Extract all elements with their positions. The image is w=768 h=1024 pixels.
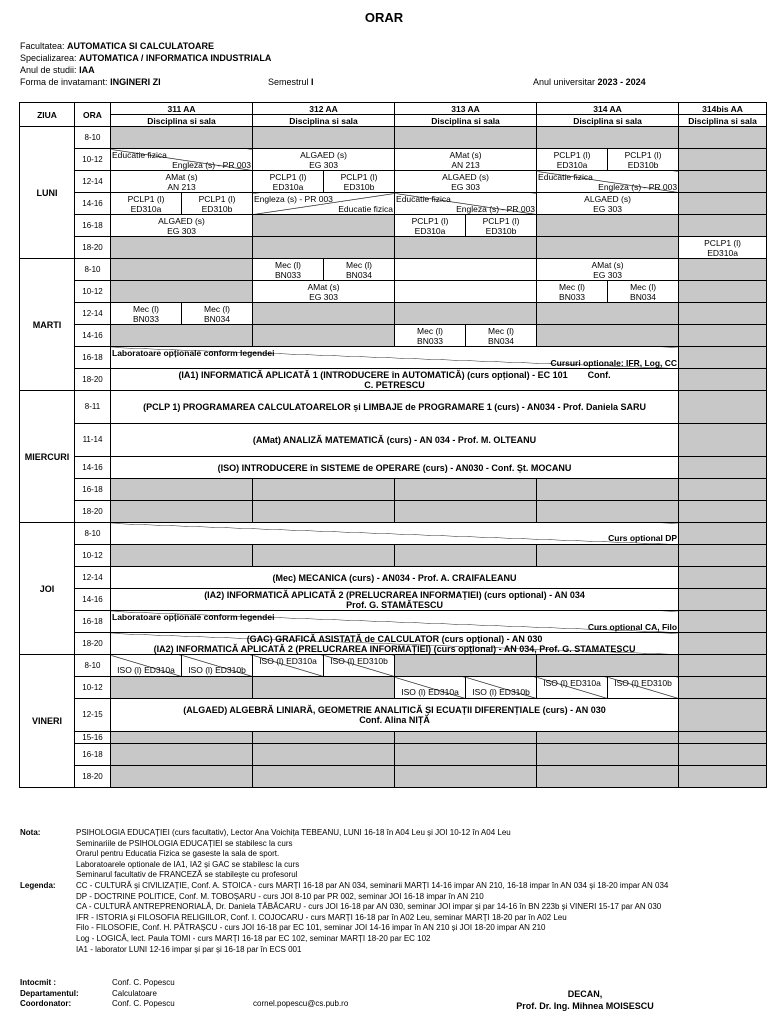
cell-text: (IA2) INFORMATICĂ APLICATĂ 2 (PRELUCRAREA INFORMAȚIEI) (curs opțional) - AN 034, Prof. G. STAMATESCU (153, 643, 636, 654)
empty-slot (111, 766, 253, 788)
empty-slot (679, 215, 767, 237)
facultate-value: AUTOMATICA SI CALCULATOARE (67, 41, 215, 51)
empty-slot (395, 259, 537, 281)
an-universitar (533, 76, 646, 88)
cell-text: EG 303 (309, 159, 338, 170)
empty-slot (395, 501, 537, 523)
header-group-314bis: 314bis AA (679, 103, 767, 115)
course-cell (111, 633, 679, 655)
empty-slot (253, 479, 395, 501)
lab-cell (466, 677, 537, 699)
class-cell (111, 193, 182, 215)
cell-text: EG 303 (593, 203, 622, 214)
cell-text: Engleza (s) - PR 003 (598, 181, 678, 192)
cell-text: EG 303 (593, 269, 622, 280)
cell-text: PCLP1 (l) (704, 237, 741, 248)
cell-text: ED310a (556, 159, 588, 170)
semestru-label: Semestrul (268, 77, 309, 87)
empty-slot (679, 281, 767, 303)
cell-text: BN034 (204, 313, 230, 324)
cell-text: ED310b (627, 159, 659, 170)
day-marti: MARTI (20, 259, 75, 391)
empty-slot (537, 732, 679, 744)
cell-text: ISO (l) ED310b (614, 677, 672, 688)
empty-slot (679, 523, 767, 545)
cell-text: BN033 (133, 313, 159, 324)
cell-text: ALGAED (s) (300, 149, 347, 160)
departament-label: Departamentul: (20, 988, 79, 998)
class-cell (537, 259, 679, 281)
empty-slot (253, 215, 395, 237)
cell-text: EG 303 (451, 181, 480, 192)
hour-cell: 8-10 (75, 259, 111, 281)
cell-text: BN034 (346, 269, 373, 280)
legenda-line: Filo - FILOSOFIE, Conf. H. PĂTRAȘCU - curs JOI 16-18 par EC 101, seminar JOI 14-16 impar în AN 210 și JOI 18-20 impar AN 210 (76, 923, 546, 933)
cell-text: Mec (l) (630, 281, 657, 292)
cell-text: C. PETRESCU (364, 379, 425, 390)
cell-text: ISO (l) ED310b (188, 664, 246, 675)
empty-slot (395, 545, 537, 567)
cell-text: Mec (l) (346, 259, 373, 270)
cell-text: AN 213 (451, 159, 480, 170)
cell-text: Mec (l) (488, 325, 515, 336)
cell-text: PCLP1 (l) (482, 215, 520, 226)
empty-slot (253, 501, 395, 523)
course-cell: (AMat) ANALIZĂ MATEMATICĂ (curs) - AN 034 - Prof. M. OLTEANU (111, 424, 679, 457)
lab-cell (608, 677, 679, 699)
hour-cell: 16-18 (75, 479, 111, 501)
split-cell (111, 149, 253, 171)
hour-cell: 18-20 (75, 369, 111, 391)
cell-text: ISO (l) ED310a (401, 686, 459, 697)
class-cell (182, 193, 253, 215)
intocmit-label: Intocmit : (20, 978, 56, 987)
empty-slot (679, 732, 767, 744)
class-cell (537, 281, 608, 303)
class-cell (253, 171, 324, 193)
cell-text: PCLP1 (l) (127, 193, 165, 204)
hour-cell: 16-18 (75, 744, 111, 766)
empty-slot (679, 149, 767, 171)
empty-slot (537, 744, 679, 766)
day-joi: JOI (20, 523, 75, 655)
cell-text: ALGAED (s) (158, 215, 205, 226)
split-cell (253, 193, 395, 215)
class-cell (537, 149, 608, 171)
class-cell (111, 215, 253, 237)
hour-cell: 10-12 (75, 149, 111, 171)
hour-cell: 15-16 (75, 732, 111, 744)
cell-text: ALGAED (s) (584, 193, 631, 204)
decan-block (470, 988, 700, 1012)
cell-text: Curs optional DP (608, 533, 678, 543)
cell-text: Mec (l) (133, 303, 159, 314)
schedule-table (19, 102, 767, 788)
empty-slot (395, 766, 537, 788)
legenda-line: IA1 - laborator LUNI 12-16 impar și par și 16-18 par în ECS 001 (76, 944, 302, 954)
empty-slot (537, 479, 679, 501)
empty-slot (537, 501, 679, 523)
header-sub: Disciplina si sala (537, 115, 679, 127)
legenda-line: CA - CULTURĂ ANTREPRENORIALĂ, Dr. Daniela TĂBĂCARU - curs JOI 16-18 par AN 030, seminar JOI impar și par 14-16 în BN 223b și VINERI 15-17 par AN 030 (76, 902, 662, 912)
facultate-label: Facultatea: (20, 41, 65, 51)
split-cell (537, 171, 679, 193)
lab-cell (182, 655, 253, 677)
cell-text: Educatie fizica (396, 193, 451, 204)
cell-text: PCLP1 (l) (269, 171, 307, 182)
hour-cell: 16-18 (75, 215, 111, 237)
empty-slot (679, 744, 767, 766)
cell-text: AMat (s) (307, 281, 340, 292)
empty-slot (537, 766, 679, 788)
header-ziua: ZIUA (20, 103, 75, 127)
cell-text: ED310b (343, 181, 375, 192)
legenda-lines (76, 881, 760, 955)
course-cell (111, 369, 679, 391)
specializare-label: Specializarea: (20, 53, 77, 63)
empty-slot (253, 325, 395, 347)
hour-cell: 16-18 (75, 611, 111, 633)
cell-text: (IA2) INFORMATICĂ APLICATĂ 2 (PRELUCRAREA INFORMAȚIEI) (curs optional) - AN 034 (204, 589, 585, 600)
empty-slot (395, 479, 537, 501)
empty-slot (111, 281, 253, 303)
cell-text: ED310a (414, 225, 446, 236)
cell-text: (IA1) INFORMATICĂ APLICATĂ 1 (INTRODUCERE în AUTOMATICĂ) (curs opțional) - EC 101 (178, 369, 568, 380)
hour-cell: 10-12 (75, 545, 111, 567)
cell-text: BN034 (488, 335, 515, 346)
course-cell (111, 589, 679, 611)
semestru (268, 76, 314, 88)
empty-slot (395, 744, 537, 766)
cell-text: Laboratoare opționale conform legendei (112, 347, 275, 358)
class-cell (395, 171, 537, 193)
optional-course-cell (111, 523, 679, 545)
lab-cell (324, 655, 395, 677)
cell-text: Conf. Alina NIȚĂ (359, 715, 430, 725)
class-cell (466, 325, 537, 347)
empty-slot (395, 237, 537, 259)
empty-slot (679, 479, 767, 501)
cell-text: BN034 (630, 291, 657, 302)
course-cell: (Mec) MECANICA (curs) - AN034 - Prof. A. CRAIFALEANU (111, 567, 679, 589)
cell-text: (GAC) GRAFICĂ ASISTATĂ de CALCULATOR (curs opțional) - AN 030 (246, 633, 543, 644)
empty-slot (537, 303, 679, 325)
day-vineri: VINERI (20, 655, 75, 788)
empty-slot (253, 237, 395, 259)
cell-text: ISO (l) ED310a (259, 655, 317, 666)
empty-slot (395, 127, 537, 149)
empty-slot (395, 303, 537, 325)
cell-text: EG 303 (309, 291, 338, 302)
cell-text: ALGAED (s) (442, 171, 489, 182)
nota-line: Seminariile de PSIHOLOGIA EDUCAȚIEI se stabilesc la curs (76, 838, 293, 848)
nota-label: Nota: (20, 828, 41, 837)
hour-cell: 18-20 (75, 633, 111, 655)
cell-text: Engleza (s) - PR 003 (172, 159, 252, 170)
hour-cell: 8-10 (75, 523, 111, 545)
cell-text: AMat (s) (449, 149, 482, 160)
cell-text: ISO (l) ED310a (117, 664, 175, 675)
cell-text: ED310b (201, 203, 233, 214)
empty-slot (679, 127, 767, 149)
header-sub: Disciplina si sala (253, 115, 395, 127)
hour-cell: 14-16 (75, 193, 111, 215)
header-sub: Disciplina si sala (111, 115, 253, 127)
empty-slot (537, 215, 679, 237)
hour-cell: 16-18 (75, 347, 111, 369)
class-cell (324, 171, 395, 193)
cell-text: ISO (l) ED310b (472, 686, 530, 697)
cell-text: ED310a (272, 181, 304, 192)
hour-cell: 18-20 (75, 237, 111, 259)
class-cell (395, 149, 537, 171)
header-group-311: 311 AA (111, 103, 253, 115)
coordonator-value: Conf. C. Popescu (112, 999, 175, 1009)
cell-text: Engleza (s) - PR 003 (254, 193, 333, 204)
course-cell (111, 699, 679, 732)
cell-text: BN033 (275, 269, 302, 280)
class-cell (395, 325, 466, 347)
course-cell: (ISO) INTRODUCERE în SISTEME de OPERARE (curs) - AN030 - Conf. Șt. MOCANU (111, 457, 679, 479)
empty-slot (111, 744, 253, 766)
day-luni: LUNI (20, 127, 75, 259)
cell-text: Prof. G. STAMĂTESCU (346, 599, 443, 610)
course-cell: (PCLP 1) PROGRAMAREA CALCULATOARELOR și LIMBAJE de PROGRAMARE 1 (curs) - AN034 - Prof. Daniela SARU (111, 391, 679, 424)
empty-slot (537, 237, 679, 259)
empty-slot (679, 171, 767, 193)
forma-value: INGINERI ZI (110, 77, 161, 87)
lab-cell (253, 655, 324, 677)
cell-text: Mec (l) (559, 281, 586, 292)
class-cell (608, 281, 679, 303)
hour-cell: 12-14 (75, 171, 111, 193)
coordonator-label: Coordonator: (20, 999, 72, 1009)
cell-text: PCLP1 (l) (411, 215, 449, 226)
semestru-value: I (311, 77, 314, 87)
class-cell (466, 215, 537, 237)
class-cell (182, 303, 253, 325)
cell-text: Mec (l) (417, 325, 444, 336)
hour-cell: 12-14 (75, 303, 111, 325)
hour-cell: 18-20 (75, 501, 111, 523)
empty-slot (253, 545, 395, 567)
cell-text: ED310a (707, 247, 738, 258)
cell-text: PCLP1 (l) (624, 149, 662, 160)
cell-text: PCLP1 (l) (198, 193, 236, 204)
empty-slot (679, 699, 767, 732)
empty-slot (253, 732, 395, 744)
empty-slot (253, 303, 395, 325)
optional-labs-cell (111, 611, 679, 633)
lab-cell (537, 677, 608, 699)
cell-text: AMat (s) (165, 171, 198, 182)
class-cell (679, 237, 767, 259)
cell-text: PCLP1 (l) (553, 149, 591, 160)
departament-value: Calculatoare (112, 988, 157, 998)
class-cell (608, 149, 679, 171)
legenda-label: Legenda: (20, 880, 56, 890)
empty-slot (679, 325, 767, 347)
empty-slot (679, 259, 767, 281)
an-univ-value: 2023 - 2024 (597, 77, 646, 87)
empty-slot (679, 567, 767, 589)
legenda-line: DP - DOCTRINE POLITICE, Conf. M. TOBOȘARU - curs JOI 8-10 par PR 002, seminar JOI 16-18 impar în AN 210 (76, 891, 484, 901)
header-sub: Disciplina si sala (679, 115, 767, 127)
empty-slot (679, 633, 767, 655)
intocmit-value: Conf. C. Popescu (112, 978, 175, 987)
empty-slot (679, 303, 767, 325)
legenda-line: Log - LOGICĂ, lect. Paula TOMI - curs MARȚI 16-18 par EC 102, seminar MARȚI 18-20 par EC 102 (76, 933, 431, 943)
empty-slot (253, 127, 395, 149)
empty-slot (679, 424, 767, 457)
hour-cell: 8-10 (75, 127, 111, 149)
empty-slot (537, 655, 679, 677)
hour-cell: 10-12 (75, 281, 111, 303)
empty-slot (537, 127, 679, 149)
class-cell (253, 149, 395, 171)
hour-cell: 10-12 (75, 677, 111, 699)
cell-text: PCLP1 (l) (340, 171, 378, 182)
empty-slot (679, 545, 767, 567)
nota-line: Orarul pentru Educatia Fizica se gaseste la sala de sport. (76, 849, 280, 859)
an-univ-label: Anul universitar (533, 77, 596, 87)
class-cell (111, 171, 253, 193)
class-cell (111, 303, 182, 325)
cell-text: Mec (l) (275, 259, 301, 270)
email: cornel.popescu@cs.pub.ro (253, 999, 349, 1008)
legenda-line: CC - CULTURĂ și CIVILIZAȚIE, Conf. A. STOICA - curs MARȚI 16-18 par AN 034, seminarii MARȚI 14-16 impar AN 210, 16-18 impar în AN 034 și 18-20 impar AN 034 (76, 880, 669, 890)
empty-slot (679, 611, 767, 633)
empty-slot (679, 391, 767, 424)
cell-text: Laboratoare opționale conform legendei (112, 611, 275, 622)
empty-slot (679, 501, 767, 523)
class-cell (537, 193, 679, 215)
hour-cell: 14-16 (75, 457, 111, 479)
hour-cell: 11-14 (75, 424, 111, 457)
cell-text: AN 213 (167, 181, 196, 192)
class-cell (253, 259, 324, 281)
nota-lines (76, 828, 760, 881)
hour-cell: 14-16 (75, 325, 111, 347)
cell-text: Engleza (s) - PR 003 (456, 203, 536, 214)
empty-slot (253, 677, 395, 699)
empty-slot (537, 545, 679, 567)
lab-cell (395, 677, 466, 699)
cell-text: Curs optional CA, Filo (587, 621, 678, 632)
empty-slot (111, 479, 253, 501)
cell-text: Educatie fizica (112, 149, 167, 160)
cell-text: ISO (l) ED310b (330, 655, 388, 666)
hour-cell: 14-16 (75, 589, 111, 611)
hour-cell: 8-10 (75, 655, 111, 677)
hour-cell: 12-14 (75, 567, 111, 589)
empty-slot (111, 732, 253, 744)
empty-slot (111, 501, 253, 523)
day-miercuri: MIERCURI (20, 391, 75, 523)
hour-cell: 8-11 (75, 391, 111, 424)
empty-slot (679, 766, 767, 788)
empty-slot (395, 281, 537, 303)
empty-slot (111, 259, 253, 281)
lab-cell (111, 655, 182, 677)
cell-text: ISO (l) ED310a (543, 677, 601, 688)
empty-slot (111, 237, 253, 259)
an-label: Anul de studii: (20, 65, 77, 75)
decan-name: Prof. Dr. Ing. Mihnea MOISESCU (516, 1001, 654, 1011)
class-cell (324, 259, 395, 281)
empty-slot (679, 457, 767, 479)
split-cell (395, 193, 537, 215)
cell-text: BN033 (559, 291, 586, 302)
header-ora: ORA (75, 103, 111, 127)
cell-text: Educatie fizica (538, 171, 593, 182)
empty-slot (395, 655, 537, 677)
cell-text: AMat (s) (591, 259, 624, 270)
meta-block (20, 40, 271, 88)
cell-text: (ALGAED) ALGEBRĂ LINIARĂ, GEOMETRIE ANALITICĂ ȘI ECUAȚII DIFERENȚIALE (curs) - AN 030 (183, 705, 606, 715)
empty-slot (679, 369, 767, 391)
hour-cell: 12-15 (75, 699, 111, 732)
class-cell (395, 215, 466, 237)
an-value: IAA (79, 65, 95, 75)
cell-text: BN033 (417, 335, 444, 346)
empty-slot (679, 347, 767, 369)
cell-text: Educatie fizica (338, 203, 394, 214)
empty-slot (537, 325, 679, 347)
empty-slot (679, 589, 767, 611)
cell-text: Cursuri optionale: IFR, Log, CC (550, 357, 678, 368)
cell-text: ED310b (485, 225, 517, 236)
notes-section (20, 828, 760, 955)
nota-line: Seminarul facultativ de FRANCEZĂ se stabilește cu profesorul (76, 870, 298, 880)
empty-slot (679, 655, 767, 677)
hour-cell: 18-20 (75, 766, 111, 788)
empty-slot (111, 325, 253, 347)
empty-slot (395, 732, 537, 744)
empty-slot (111, 127, 253, 149)
nota-line: PSIHOLOGIA EDUCAȚIEI (curs facultativ), Lector Ana Voichița TEBEANU, LUNI 16-18 în A04 Leu și JOI 10-12 în A04 Leu (76, 828, 511, 837)
nota-line: Laboratoarele optionale de IA1, IA2 și GAC se stabilesc la curs (76, 859, 300, 869)
empty-slot (253, 744, 395, 766)
header-group-314: 314 AA (537, 103, 679, 115)
empty-slot (111, 545, 253, 567)
empty-slot (679, 193, 767, 215)
optional-labs-cell (111, 347, 679, 369)
header-group-312: 312 AA (253, 103, 395, 115)
specializare-value: AUTOMATICA / INFORMATICA INDUSTRIALA (79, 53, 272, 63)
cell-text: ED310a (130, 203, 162, 214)
cell-text: EG 303 (167, 225, 196, 236)
header-group-313: 313 AA (395, 103, 537, 115)
empty-slot (679, 677, 767, 699)
cell-text: Conf. (587, 369, 611, 380)
page-title: ORAR (364, 10, 404, 25)
header-sub: Disciplina si sala (395, 115, 537, 127)
class-cell (253, 281, 395, 303)
empty-slot (253, 766, 395, 788)
decan-title: DECAN, (567, 989, 603, 999)
legenda-line: IFR - ISTORIA și FILOSOFIA RELIGIILOR, Conf. I. COJOCARU - curs MARȚI 16-18 par în A02 Leu, seminar MARȚI 18-20 par în A02 Leu (76, 912, 567, 922)
cell-text: Mec (l) (204, 303, 230, 314)
forma-label: Forma de invatamant: (20, 77, 108, 87)
empty-slot (111, 677, 253, 699)
